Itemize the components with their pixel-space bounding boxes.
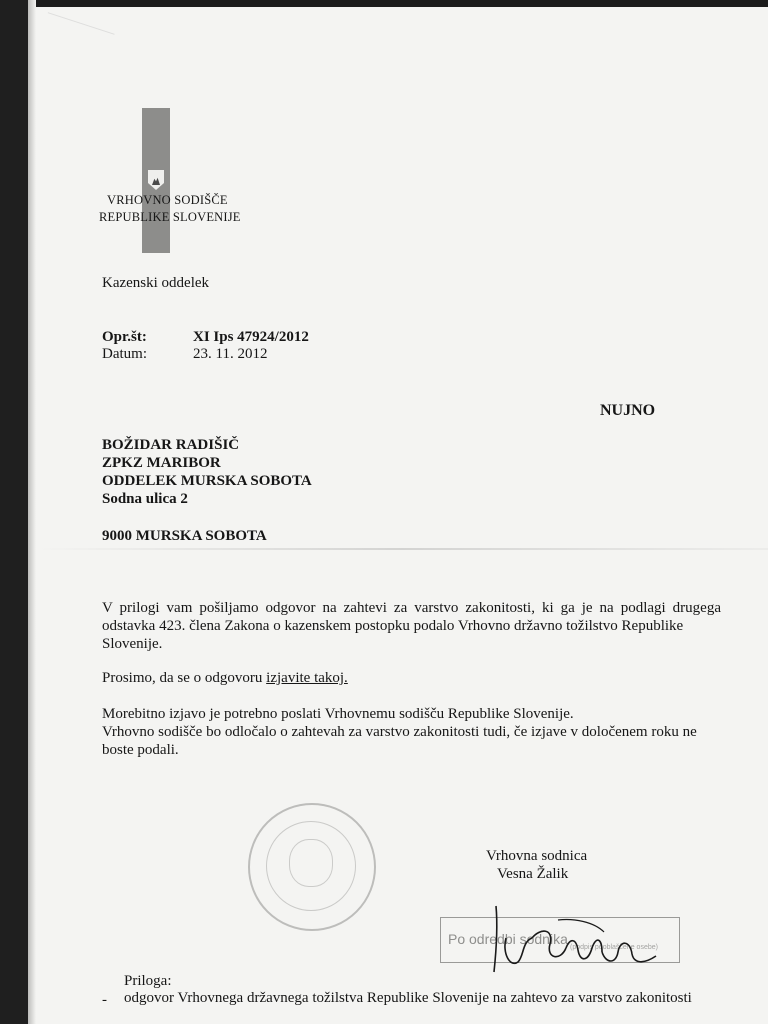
body-paragraph-1-text: V prilogi vam pošiljamo odgovor na zahtevi za varstvo zakonitosti, ki ga je na podlagi drugega odstavka 423. člena Zakona o kazenskem postopku podalo Vrhovno državno tožilstvo Republike [102, 600, 721, 634]
scan-edge-top [0, 0, 768, 7]
court-logo-line1: VRHOVNO SODIŠČE [107, 193, 228, 207]
body-paragraph-3-line3: boste podali. [102, 742, 179, 758]
body-paragraph-3-line1: Morebitno izjavo je potrebno poslati Vrhovnemu sodišču Republike Slovenije. [102, 706, 574, 722]
reference-number-value: XI Ips 47924/2012 [193, 329, 309, 345]
court-seal-emblem-icon [289, 839, 333, 887]
attachment-bullet: - [102, 992, 107, 1008]
recipient-name: BOŽIDAR RADIŠIČ [102, 437, 240, 453]
attachment-label: Priloga: [124, 973, 172, 989]
authorization-stamp-text: Po odredbi sodnika [448, 931, 568, 947]
authorization-stamp-fine-print: (podpis pooblaščene osebe) [570, 944, 658, 951]
body-paragraph-2 [102, 671, 348, 686]
scan-smudge [35, 12, 114, 73]
body-paragraph-1-last-line: Slovenije. [102, 636, 163, 652]
recipient-institution: ZPKZ MARIBOR [102, 455, 221, 471]
scan-edge-shadow [28, 0, 36, 1024]
body-paragraph-2-underlined: izjavite takoj. [266, 670, 348, 686]
recipient-city: 9000 MURSKA SOBOTA [102, 528, 267, 544]
paper-fold-line [36, 548, 768, 550]
signatory-title: Vrhovna sodnica [486, 848, 588, 864]
date-value: 23. 11. 2012 [193, 346, 268, 362]
attachment-item: odgovor Vrhovnega državnega tožilstva Republike Slovenije na zahtevo za varstvo zakonitosti [124, 990, 692, 1006]
body-paragraph-3-line2: Vrhovno sodišče bo odločalo o zahtevah za varstvo zakonitosti tudi, če izjave v določenem roku ne [102, 724, 697, 740]
department-name: Kazenski oddelek [102, 275, 210, 291]
recipient-street: Sodna ulica 2 [102, 491, 188, 507]
recipient-unit: ODDELEK MURSKA SOBOTA [102, 473, 312, 489]
handwritten-signature [484, 898, 684, 978]
reference-number-label: Opr.št: [102, 329, 147, 345]
body-paragraph-2-lead: Prosimo, da se o odgovoru [102, 670, 267, 686]
court-logo-line2: REPUBLIKE SLOVENIJE [99, 210, 241, 224]
scan-edge-left [0, 0, 28, 1024]
date-label: Datum: [102, 346, 147, 362]
urgency-mark: NUJNO [600, 402, 656, 419]
signatory-name: Vesna Žalik [497, 866, 569, 882]
body-paragraph-1 [102, 599, 721, 653]
